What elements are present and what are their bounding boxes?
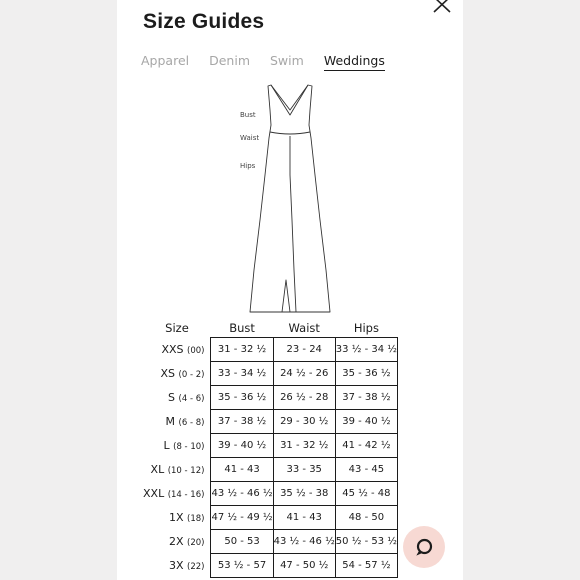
bust-cell: 39 - 40 ½: [211, 434, 273, 458]
size-range: (20): [187, 538, 205, 548]
size-cell: [143, 530, 211, 554]
chat-bubble-icon: [414, 537, 434, 557]
size-range: (18): [187, 514, 205, 524]
size-chart-table: [143, 318, 398, 578]
table-row: [143, 386, 397, 410]
page-title: Size Guides: [143, 10, 265, 33]
hips-cell: 50 ½ - 53 ½: [335, 530, 397, 554]
dress-silhouette-illustration: [230, 80, 350, 320]
size-name: 3X: [168, 559, 184, 572]
waist-cell: 47 - 50 ½: [273, 554, 335, 578]
size-range: (6 - 8): [178, 418, 205, 428]
bust-cell: 41 - 43: [211, 458, 273, 482]
column-header-size: Size: [165, 320, 189, 335]
waist-cell: 33 - 35: [273, 458, 335, 482]
waist-cell: 31 - 32 ½: [273, 434, 335, 458]
table-row: [143, 458, 397, 482]
table-row: [143, 410, 397, 434]
table-row: [143, 506, 397, 530]
bust-label: Bust: [240, 111, 256, 119]
size-cell: [143, 482, 211, 506]
hips-cell: 35 - 36 ½: [335, 362, 397, 386]
hips-cell: 33 ½ - 34 ½: [335, 338, 397, 362]
tab-weddings[interactable]: Weddings: [324, 53, 385, 71]
size-cell: [143, 410, 211, 434]
table-row: [143, 338, 397, 362]
waist-cell: 24 ½ - 26: [273, 362, 335, 386]
waist-cell: 26 ½ - 28: [273, 386, 335, 410]
waist-cell: 41 - 43: [273, 506, 335, 530]
size-range: (00): [187, 346, 205, 356]
size-cell: [143, 362, 211, 386]
size-range: (4 - 6): [178, 394, 205, 404]
waist-label: Waist: [240, 134, 260, 142]
size-name: XXL: [143, 487, 165, 500]
size-range: (0 - 2): [178, 370, 205, 380]
size-name: XL: [150, 463, 165, 476]
hips-label: Hips: [240, 162, 256, 170]
waist-cell: 23 - 24: [273, 338, 335, 362]
size-range: (14 - 16): [167, 490, 205, 500]
waist-cell: 35 ½ - 38: [273, 482, 335, 506]
column-header-hips: Hips: [353, 320, 379, 335]
bust-cell: 43 ½ - 46 ½: [211, 482, 273, 506]
size-name: XS: [160, 367, 176, 380]
bust-cell: 35 - 36 ½: [211, 386, 273, 410]
close-icon[interactable]: [430, 0, 454, 14]
size-cell: [143, 434, 211, 458]
table-row: [143, 362, 397, 386]
tab-apparel[interactable]: Apparel: [141, 53, 190, 68]
bust-cell: 47 ½ - 49 ½: [211, 506, 273, 530]
size-name: L: [163, 439, 170, 452]
hips-cell: 37 - 38 ½: [335, 386, 397, 410]
hips-cell: 39 - 40 ½: [335, 410, 397, 434]
size-name: 2X: [168, 535, 184, 548]
size-name: XXS: [161, 343, 184, 356]
size-cell: [143, 506, 211, 530]
table-row: [143, 482, 397, 506]
size-cell: [143, 338, 211, 362]
bust-cell: 53 ½ - 57: [211, 554, 273, 578]
size-name: S: [168, 391, 176, 404]
bust-cell: 37 - 38 ½: [211, 410, 273, 434]
table-header-row: [143, 318, 397, 338]
hips-cell: 45 ½ - 48: [335, 482, 397, 506]
size-range: (22): [187, 562, 205, 572]
size-cell: [143, 458, 211, 482]
bust-cell: 50 - 53: [211, 530, 273, 554]
size-cell: [143, 386, 211, 410]
table-row: [143, 554, 397, 578]
waist-cell: 43 ½ - 46 ½: [273, 530, 335, 554]
bust-cell: 33 - 34 ½: [211, 362, 273, 386]
waist-cell: 29 - 30 ½: [273, 410, 335, 434]
tab-denim[interactable]: Denim: [209, 53, 250, 68]
bust-cell: 31 - 32 ½: [211, 338, 273, 362]
column-header-bust: Bust: [229, 320, 255, 335]
table-row: [143, 434, 397, 458]
tab-swim[interactable]: Swim: [270, 53, 304, 68]
size-range: (8 - 10): [173, 442, 205, 452]
column-header-waist: Waist: [288, 320, 320, 335]
size-name: 1X: [168, 511, 184, 524]
table-row: [143, 530, 397, 554]
size-category-tabs: [141, 53, 405, 71]
hips-cell: 41 - 42 ½: [335, 434, 397, 458]
hips-cell: 54 - 57 ½: [335, 554, 397, 578]
hips-cell: 48 - 50: [335, 506, 397, 530]
size-range: (10 - 12): [167, 466, 205, 476]
size-cell: [143, 554, 211, 578]
chat-button[interactable]: [403, 526, 445, 568]
size-name: M: [165, 415, 176, 428]
hips-cell: 43 - 45: [335, 458, 397, 482]
